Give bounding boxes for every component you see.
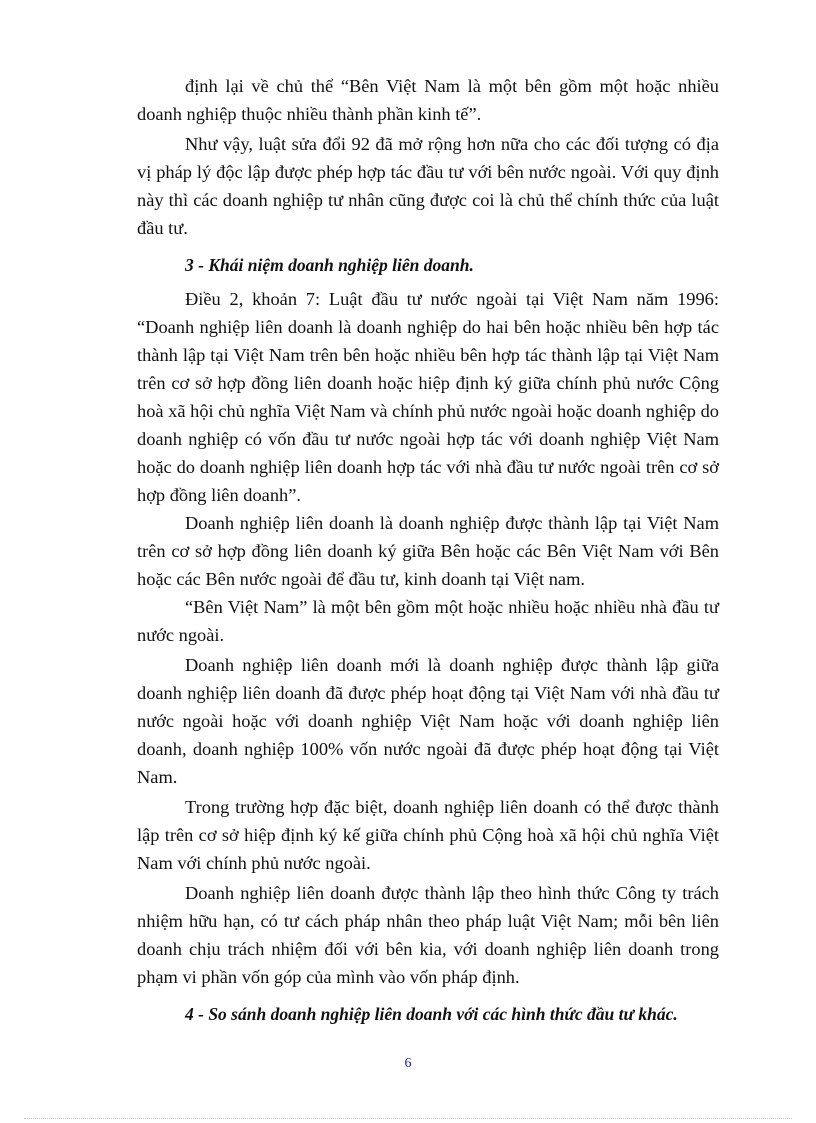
paragraph-article-2-clause-7: Điều 2, khoản 7: Luật đầu tư nước ngoài tại Việt Nam năm 1996: “Doanh nghiệp liên doanh là doanh nghiệp do hai bên hoặc nhiều bên hợp tác thành lập tại Việt Nam trên bên hoặc nhiều bên hợp tác thành lập tại Việt Nam trên cơ sở hợp đồng liên doanh hoặc hiệp định ký giữa chính phủ nước Cộng hoà xã hội chủ nghĩa Việt Nam và chính phủ nước ngoài hoặc doanh nghiệp do doanh nghiệp có vốn đầu tư nước ngoài hợp tác với doanh nghiệp Việt Nam hoặc do doanh nghiệp liên doanh hợp tác với nhà đầu tư nước ngoài trên cơ sở hợp đồng liên doanh”. bbox=[137, 289, 719, 505]
paragraph-amended-law-92: Như vậy, luật sửa đổi 92 đã mở rộng hơn nữa cho các đối tượng có địa vị pháp lý độc lập được phép hợp tác đầu tư với bên nước ngoài. Với quy định này thì các doanh nghiệp tư nhân cũng được coi là chủ thể chính thức của luật đầu tư. bbox=[137, 134, 719, 238]
paragraph-vietnam-party: “Bên Việt Nam” là một bên gồm một hoặc nhiều hoặc nhiều nhà đầu tư nước ngoài. bbox=[137, 597, 719, 645]
paragraph-subject-definition: định lại về chủ thể “Bên Việt Nam là một bên gồm một hoặc nhiều doanh nghiệp thuộc nhiều thành phần kinh tế”. bbox=[137, 76, 719, 124]
paragraph-limited-liability: Doanh nghiệp liên doanh được thành lập theo hình thức Công ty trách nhiệm hữu hạn, có tư cách pháp nhân theo pháp luật Việt Nam; mỗi bên liên doanh chịu trách nhiệm đối với bên kia, với doanh nghiệp liên doanh trong phạm vi phần vốn góp của mình vào vốn pháp định. bbox=[137, 883, 719, 987]
paragraph-special-case: Trong trường hợp đặc biệt, doanh nghiệp liên doanh có thể được thành lập trên cơ sở hiệp định ký kế giữa chính phủ Cộng hoà xã hội chủ nghĩa Việt Nam với chính phủ nước ngoài. bbox=[137, 797, 719, 873]
section-heading-3: 3 - Khái niệm doanh nghiệp liên doanh. bbox=[185, 255, 474, 275]
document-body bbox=[137, 72, 719, 1028]
paragraph-new-joint-venture: Doanh nghiệp liên doanh mới là doanh nghiệp được thành lập giữa doanh nghiệp liên doanh đã được phép hoạt động tại Việt Nam với nhà đầu tư nước ngoài hoặc với doanh nghiệp Việt Nam hoặc với doanh nghiệp liên doanh, doanh nghiệp 100% vốn nước ngoài đã được phép hoạt động tại Việt Nam. bbox=[137, 655, 719, 787]
paragraph-joint-venture-definition: Doanh nghiệp liên doanh là doanh nghiệp được thành lập tại Việt Nam trên cơ sở hợp đồng liên doanh ký giữa Bên hoặc các Bên Việt Nam với Bên hoặc các Bên nước ngoài để đầu tư, kinh doanh tại Việt nam. bbox=[137, 513, 719, 589]
page-number: 6 bbox=[404, 1056, 412, 1071]
page-bottom-divider bbox=[24, 1118, 792, 1119]
section-heading-4: 4 - So sánh doanh nghiệp liên doanh với các hình thức đầu tư khác. bbox=[185, 1004, 678, 1024]
